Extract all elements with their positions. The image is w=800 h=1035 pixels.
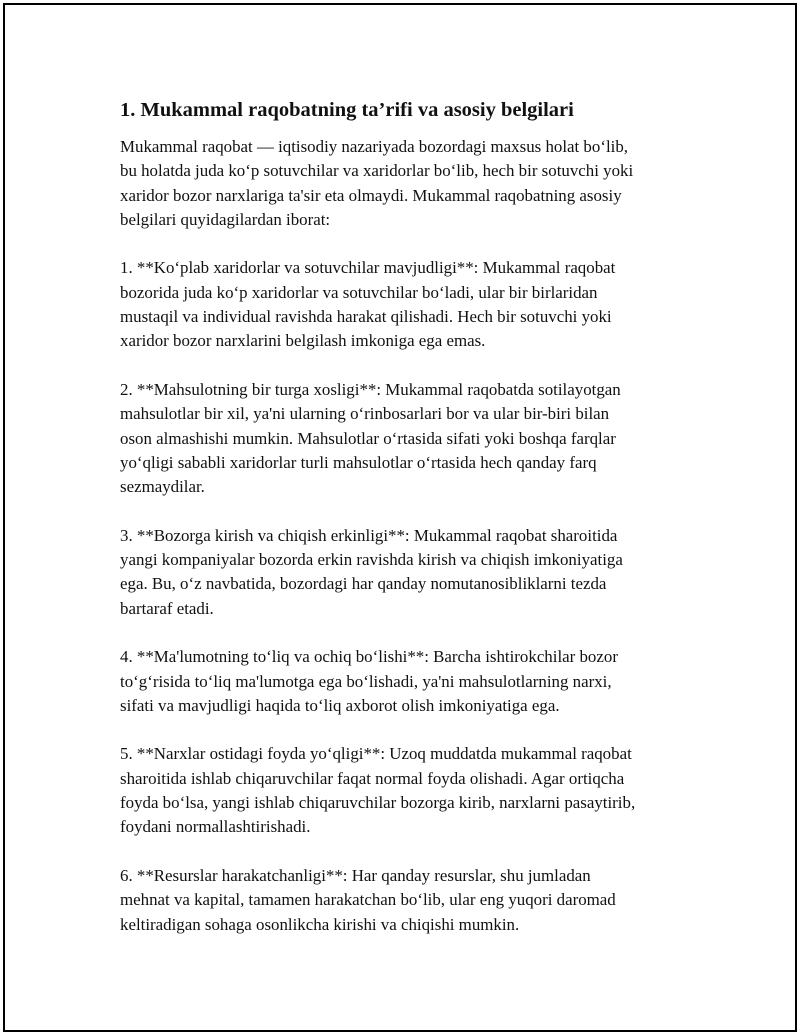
intro-paragraph: Mukammal raqobat — iqtisodiy nazariyada bozordagi maxsus holat bo‘lib, bu holatda juda ko‘p sotuvchilar va xaridorlar bo‘lib, hech bir sotuvchi yoki xaridor bozor narxlariga ta'sir eta olmaydi. Mukammal raqobatning asosiy belgilari quyidagilardan iborat: — [120, 137, 634, 229]
list-item-6: 6. **Resurslar harakatchanligi**: Har qanday resurslar, shu jumladan mehnat va kapital, tamamen harakatchan bo‘lib, ular eng yuqori daromad keltiradigan sohaga osonlikcha kirishi va chiqishi mumkin. — [120, 865, 616, 934]
list-item-5: 5. **Narxlar ostidagi foyda yo‘qligi**: Uzoq muddatda mukammal raqobat sharoitida ishlab chiqaruvchilar faqat normal foyda olishadi. Agar ortiqcha foyda bo‘lsa, yangi ishlab chiqaruvchilar bozorga kirib, narxlarni pasaytirib, foydani normallashtirishadi. — [120, 744, 636, 837]
document-title: 1. Mukammal raqobatning ta’rifi va asosiy belgilari — [120, 99, 574, 121]
document-body — [120, 97, 695, 961]
list-item-3: 3. **Bozorga kirish va chiqish erkinligi**: Mukammal raqobat sharoitida yangi kompaniyalar bozorda erkin ravishda kirish va chiqish imkoniyatiga ega. Bu, o‘z navbatida, bozordagi har qanday nomutanosibliklarni tezda bartaraf etadi. — [120, 525, 623, 618]
document-page — [3, 3, 797, 1032]
list-item-1: 1. **Ko‘plab xaridorlar va sotuvchilar mavjudligi**: Mukammal raqobat bozorida juda ko‘p xaridorlar va sotuvchilar bo‘ladi, ular bir birlaridan mustaqil va individual ravishda harakat qilishadi. Hech bir sotuvchi yoki xaridor bozor narxlarini belgilash imkoniga ega emas. — [120, 258, 616, 351]
list-item-4: 4. **Ma'lumotning to‘liq va ochiq bo‘lishi**: Barcha ishtirokchilar bozor to‘g‘risida to‘liq ma'lumotga ega bo‘lishadi, ya'ni mahsulotlarning narxi, sifati va mavjudligi haqida to‘liq axborot olish imkoniyatiga ega. — [120, 647, 618, 715]
list-item-2: 2. **Mahsulotning bir turga xosligi**: Mukammal raqobatda sotilayotgan mahsulotlar bir xil, ya'ni ularning o‘rinbosarlari bor va ular bir-biri bilan oson almashishi mumkin. Mahsulotlar o‘rtasida sifati yoki boshqa farqlar yo‘qligi sababli xaridorlar turli mahsulotlar o‘rtasida hech qanday farq sezmaydilar. — [120, 379, 621, 497]
